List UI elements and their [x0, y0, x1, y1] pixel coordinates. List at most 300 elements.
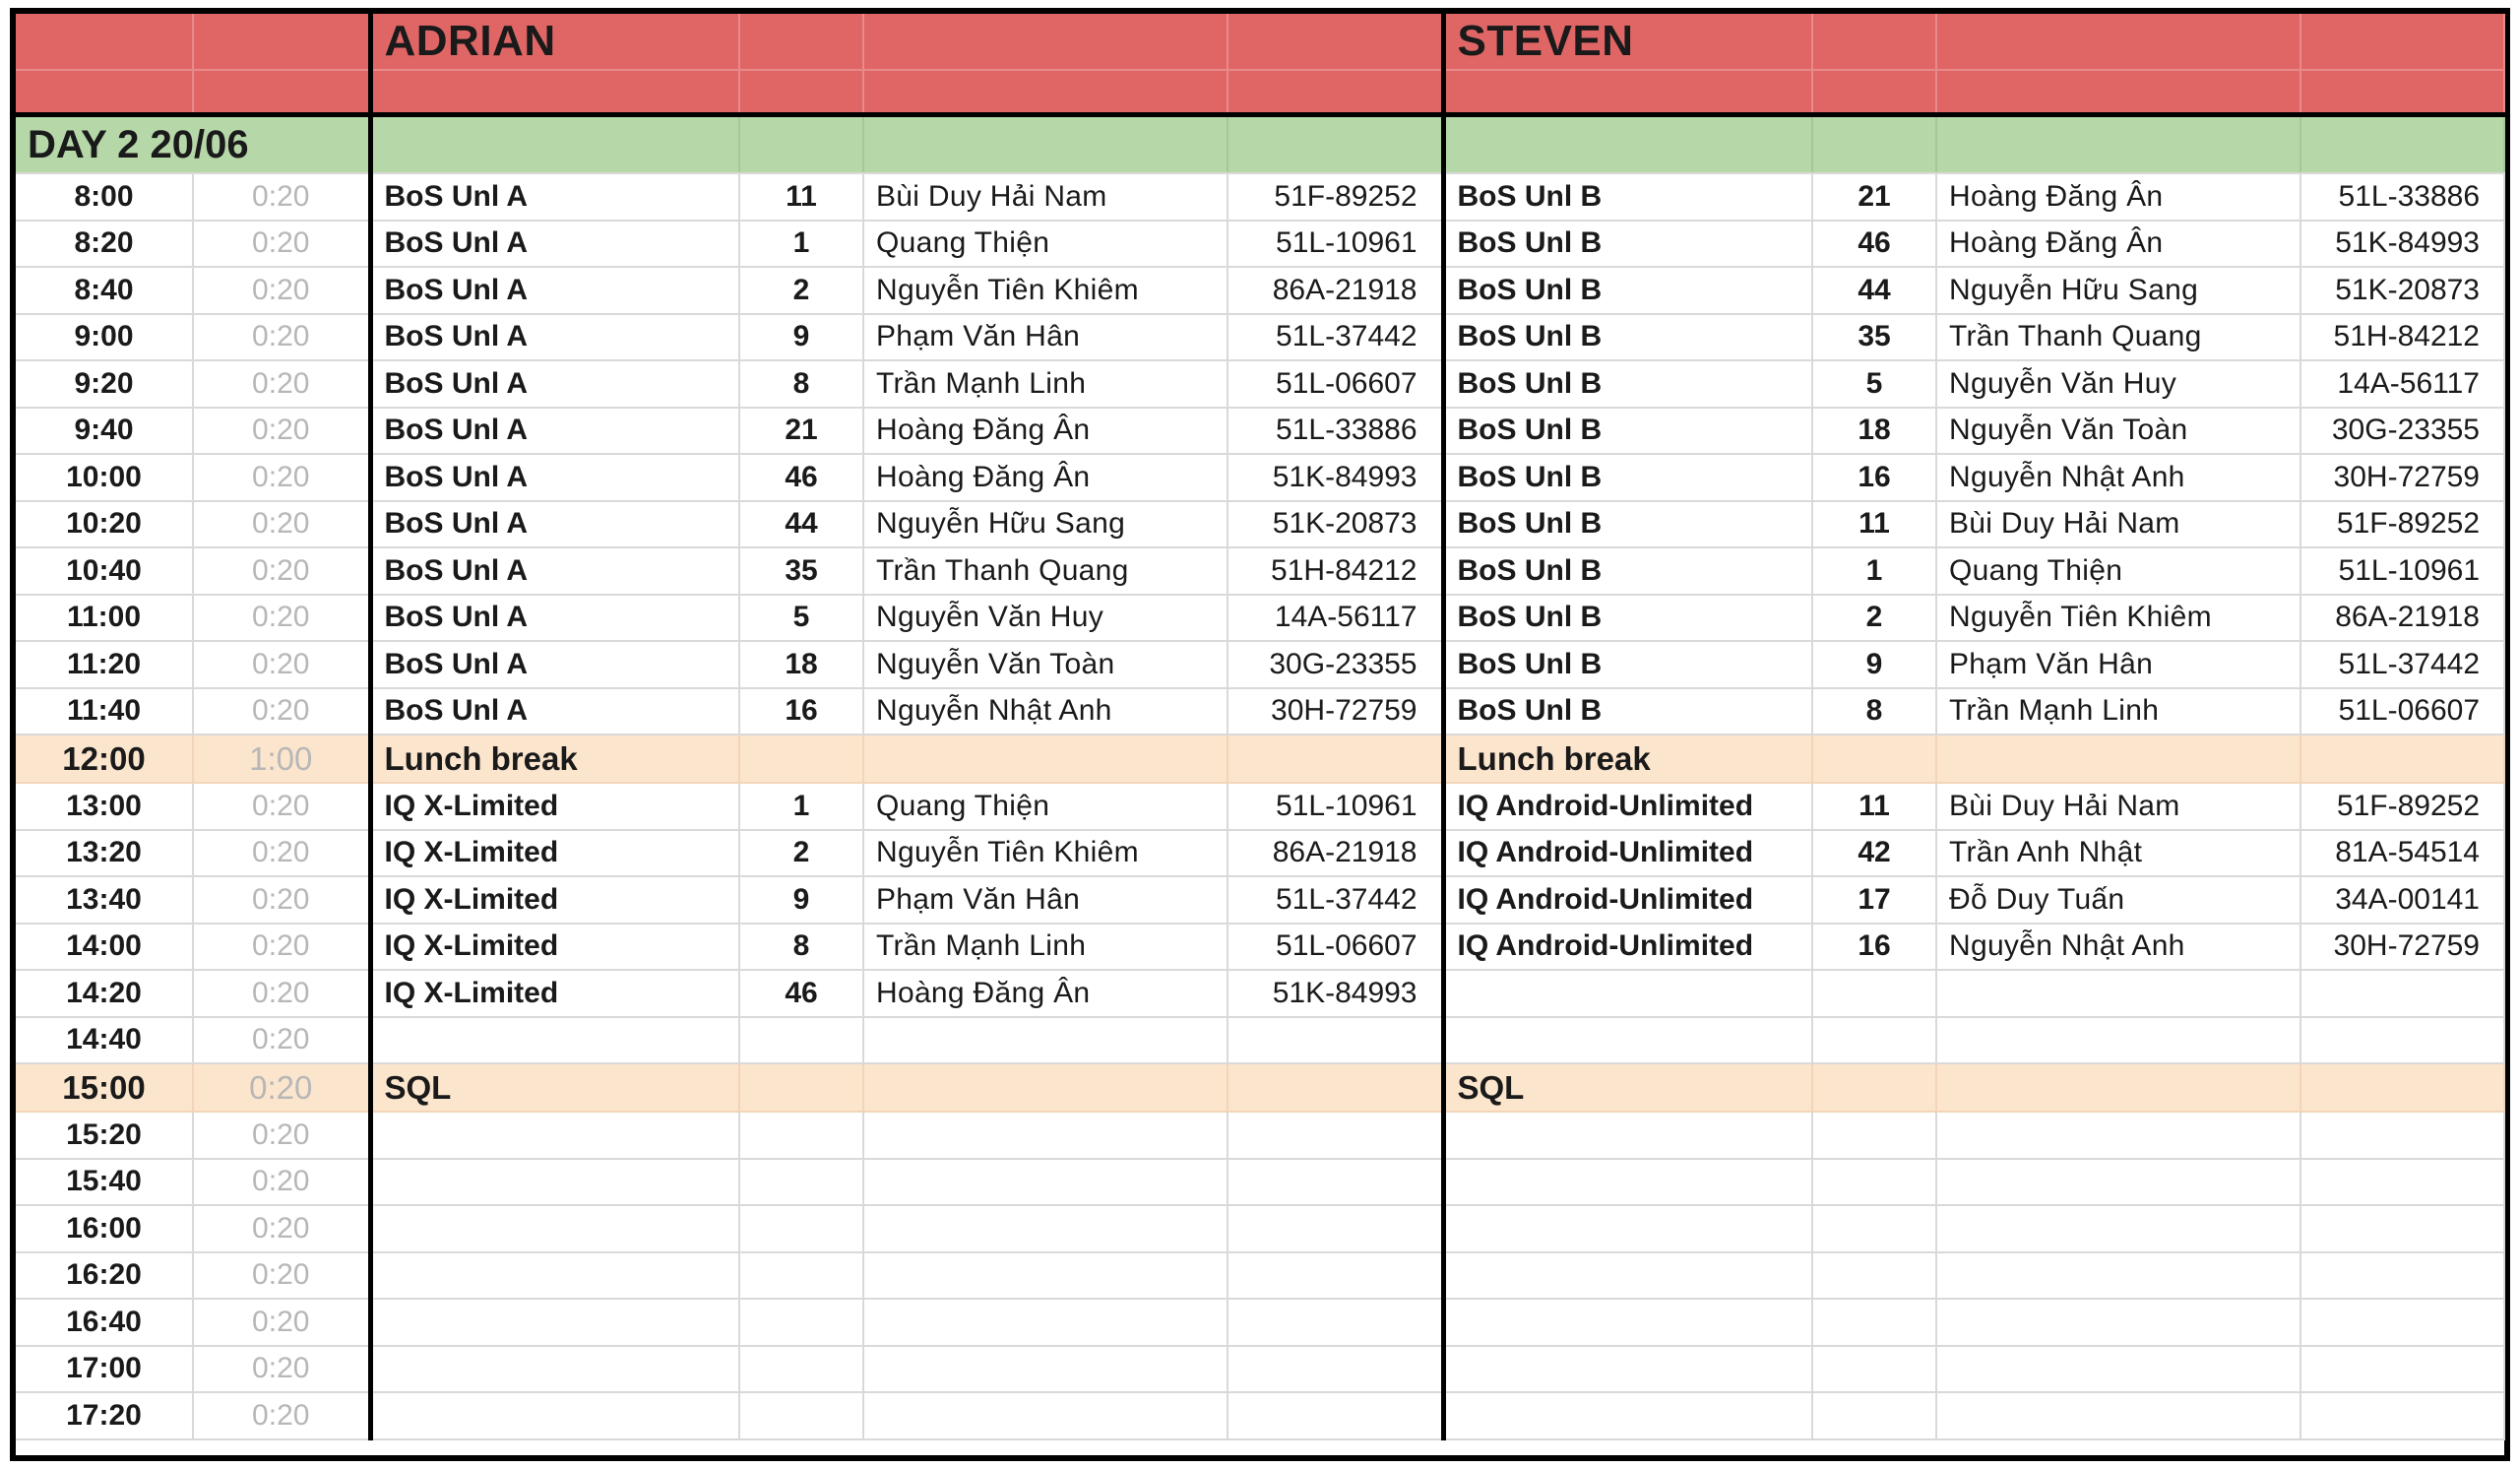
duration-cell[interactable]: 0:20: [193, 688, 370, 735]
adrian-team-number[interactable]: 2: [739, 267, 863, 314]
steven-participant-name[interactable]: Hoàng Đăng Ân: [1936, 221, 2300, 268]
adrian-plate-code[interactable]: 51K-20873: [1228, 501, 1443, 548]
adrian-participant-name[interactable]: [863, 1017, 1228, 1064]
adrian-team-number[interactable]: 9: [739, 876, 863, 924]
steven-plate-code[interactable]: 81A-54514: [2300, 830, 2504, 877]
steven-participant-name[interactable]: Hoàng Đăng Ân: [1936, 173, 2300, 221]
steven-session-label[interactable]: BoS Unl B: [1443, 501, 1812, 548]
adrian-participant-name[interactable]: Quang Thiện: [863, 221, 1228, 268]
adrian-plate-code[interactable]: 14A-56117: [1228, 595, 1443, 642]
adrian-participant-name[interactable]: Nguyễn Nhật Anh: [863, 688, 1228, 735]
adrian-session-label[interactable]: BoS Unl A: [370, 173, 739, 221]
duration-cell[interactable]: 0:20: [193, 595, 370, 642]
adrian-participant-name[interactable]: Hoàng Đăng Ân: [863, 970, 1228, 1017]
adrian-participant-name[interactable]: [863, 1252, 1228, 1300]
steven-session-label[interactable]: [1443, 1159, 1812, 1206]
steven-team-number[interactable]: [1812, 1112, 1936, 1159]
steven-team-number[interactable]: [1812, 734, 1936, 783]
adrian-participant-name[interactable]: Bùi Duy Hải Nam: [863, 173, 1228, 221]
steven-participant-name[interactable]: Đỗ Duy Tuấn: [1936, 876, 2300, 924]
duration-cell[interactable]: 0:20: [193, 830, 370, 877]
day-cell[interactable]: [2300, 115, 2504, 174]
header-cell[interactable]: [863, 70, 1228, 115]
adrian-participant-name[interactable]: [863, 1392, 1228, 1439]
adrian-participant-name[interactable]: Nguyễn Hữu Sang: [863, 501, 1228, 548]
adrian-participant-name[interactable]: [863, 1346, 1228, 1393]
duration-cell[interactable]: 0:20: [193, 454, 370, 501]
adrian-participant-name[interactable]: [863, 1159, 1228, 1206]
adrian-session-label[interactable]: [370, 1346, 739, 1393]
steven-participant-name[interactable]: Nguyễn Văn Toàn: [1936, 408, 2300, 455]
adrian-plate-code[interactable]: 51L-10961: [1228, 221, 1443, 268]
steven-session-label[interactable]: IQ Android-Unlimited: [1443, 783, 1812, 830]
time-cell[interactable]: 9:20: [16, 360, 193, 408]
adrian-session-label[interactable]: BoS Unl A: [370, 688, 739, 735]
steven-participant-name[interactable]: [1936, 1063, 2300, 1112]
adrian-participant-name[interactable]: [863, 1063, 1228, 1112]
steven-plate-code[interactable]: [2300, 1392, 2504, 1439]
steven-participant-name[interactable]: [1936, 1205, 2300, 1252]
steven-session-label[interactable]: [1443, 1392, 1812, 1439]
steven-session-label[interactable]: [1443, 1112, 1812, 1159]
day-cell[interactable]: [1812, 115, 1936, 174]
adrian-plate-code[interactable]: [1228, 1299, 1443, 1346]
steven-team-number[interactable]: [1812, 1252, 1936, 1300]
steven-plate-code[interactable]: [2300, 1112, 2504, 1159]
duration-cell[interactable]: 0:20: [193, 1252, 370, 1300]
steven-participant-name[interactable]: [1936, 1017, 2300, 1064]
steven-session-label[interactable]: BoS Unl B: [1443, 221, 1812, 268]
adrian-participant-name[interactable]: Quang Thiện: [863, 783, 1228, 830]
steven-participant-name[interactable]: [1936, 1159, 2300, 1206]
duration-cell[interactable]: 0:20: [193, 1205, 370, 1252]
adrian-team-number[interactable]: [739, 1252, 863, 1300]
adrian-session-label[interactable]: BoS Unl A: [370, 454, 739, 501]
time-cell[interactable]: 8:00: [16, 173, 193, 221]
adrian-team-number[interactable]: [739, 734, 863, 783]
time-cell[interactable]: 14:40: [16, 1017, 193, 1064]
adrian-session-label[interactable]: BoS Unl A: [370, 360, 739, 408]
time-cell[interactable]: 14:00: [16, 924, 193, 971]
steven-participant-name[interactable]: Trần Thanh Quang: [1936, 314, 2300, 361]
steven-plate-code[interactable]: 51K-84993: [2300, 221, 2504, 268]
header-cell[interactable]: [1936, 70, 2300, 115]
adrian-plate-code[interactable]: 51L-06607: [1228, 360, 1443, 408]
steven-plate-code[interactable]: 30H-72759: [2300, 454, 2504, 501]
steven-session-label[interactable]: BoS Unl B: [1443, 641, 1812, 688]
duration-cell[interactable]: 0:20: [193, 173, 370, 221]
steven-participant-name[interactable]: Bùi Duy Hải Nam: [1936, 501, 2300, 548]
adrian-team-number[interactable]: [739, 1392, 863, 1439]
adrian-session-label[interactable]: IQ X-Limited: [370, 970, 739, 1017]
duration-cell[interactable]: 0:20: [193, 408, 370, 455]
adrian-plate-code[interactable]: 51F-89252: [1228, 173, 1443, 221]
header-cell[interactable]: [739, 70, 863, 115]
adrian-team-number[interactable]: [739, 1063, 863, 1112]
duration-cell[interactable]: 0:20: [193, 1392, 370, 1439]
adrian-plate-code[interactable]: [1228, 1063, 1443, 1112]
adrian-team-number[interactable]: [739, 1112, 863, 1159]
time-cell[interactable]: 12:00: [16, 734, 193, 783]
adrian-plate-code[interactable]: 51K-84993: [1228, 454, 1443, 501]
adrian-session-label[interactable]: SQL: [370, 1063, 739, 1112]
adrian-team-number[interactable]: 16: [739, 688, 863, 735]
steven-team-number[interactable]: 11: [1812, 783, 1936, 830]
duration-cell[interactable]: 0:20: [193, 221, 370, 268]
steven-session-label[interactable]: [1443, 970, 1812, 1017]
duration-cell[interactable]: 1:00: [193, 734, 370, 783]
header-cell[interactable]: [193, 70, 370, 115]
steven-session-label[interactable]: BoS Unl B: [1443, 173, 1812, 221]
duration-cell[interactable]: 0:20: [193, 1299, 370, 1346]
adrian-session-label[interactable]: [370, 1252, 739, 1300]
adrian-session-label[interactable]: BoS Unl A: [370, 221, 739, 268]
duration-cell[interactable]: 0:20: [193, 1017, 370, 1064]
adrian-participant-name[interactable]: [863, 1112, 1228, 1159]
steven-session-label[interactable]: [1443, 1017, 1812, 1064]
steven-session-label[interactable]: [1443, 1252, 1812, 1300]
steven-team-number[interactable]: [1812, 1017, 1936, 1064]
time-cell[interactable]: 14:20: [16, 970, 193, 1017]
steven-session-label[interactable]: IQ Android-Unlimited: [1443, 830, 1812, 877]
adrian-plate-code[interactable]: [1228, 1159, 1443, 1206]
time-cell[interactable]: 15:20: [16, 1112, 193, 1159]
time-cell[interactable]: 16:20: [16, 1252, 193, 1300]
time-cell[interactable]: 10:40: [16, 547, 193, 595]
header-cell[interactable]: [370, 70, 739, 115]
steven-team-number[interactable]: 16: [1812, 454, 1936, 501]
steven-plate-code[interactable]: [2300, 1017, 2504, 1064]
steven-plate-code[interactable]: 34A-00141: [2300, 876, 2504, 924]
time-cell[interactable]: 11:00: [16, 595, 193, 642]
adrian-team-number[interactable]: 1: [739, 783, 863, 830]
day-cell[interactable]: [1936, 115, 2300, 174]
adrian-plate-code[interactable]: [1228, 1252, 1443, 1300]
steven-participant-name[interactable]: Nguyễn Tiên Khiêm: [1936, 595, 2300, 642]
adrian-team-number[interactable]: 8: [739, 360, 863, 408]
adrian-session-label[interactable]: [370, 1205, 739, 1252]
adrian-plate-code[interactable]: 51L-33886: [1228, 408, 1443, 455]
adrian-team-number[interactable]: 44: [739, 501, 863, 548]
steven-plate-code[interactable]: [2300, 970, 2504, 1017]
header-cell[interactable]: [1812, 70, 1936, 115]
steven-participant-name[interactable]: [1936, 734, 2300, 783]
steven-plate-code[interactable]: [2300, 734, 2504, 783]
adrian-plate-code[interactable]: 51L-06607: [1228, 924, 1443, 971]
adrian-team-number[interactable]: 21: [739, 408, 863, 455]
header-cell[interactable]: [1812, 14, 1936, 70]
header-cell[interactable]: [739, 14, 863, 70]
steven-team-number[interactable]: [1812, 970, 1936, 1017]
adrian-session-label[interactable]: IQ X-Limited: [370, 876, 739, 924]
steven-team-number[interactable]: [1812, 1205, 1936, 1252]
steven-plate-code[interactable]: 51F-89252: [2300, 501, 2504, 548]
adrian-team-number[interactable]: [739, 1299, 863, 1346]
time-cell[interactable]: 8:40: [16, 267, 193, 314]
header-cell[interactable]: [16, 70, 193, 115]
time-cell[interactable]: 11:40: [16, 688, 193, 735]
steven-plate-code[interactable]: 51L-33886: [2300, 173, 2504, 221]
adrian-team-number[interactable]: [739, 1346, 863, 1393]
steven-team-number[interactable]: 1: [1812, 547, 1936, 595]
steven-plate-code[interactable]: [2300, 1299, 2504, 1346]
steven-session-label[interactable]: BoS Unl B: [1443, 595, 1812, 642]
header-cell[interactable]: [16, 14, 193, 70]
steven-team-number[interactable]: [1812, 1392, 1936, 1439]
steven-team-number[interactable]: [1812, 1159, 1936, 1206]
duration-cell[interactable]: 0:20: [193, 924, 370, 971]
time-cell[interactable]: 13:40: [16, 876, 193, 924]
steven-plate-code[interactable]: 51F-89252: [2300, 783, 2504, 830]
steven-team-number[interactable]: 18: [1812, 408, 1936, 455]
adrian-session-label[interactable]: BoS Unl A: [370, 267, 739, 314]
adrian-team-number[interactable]: 1: [739, 221, 863, 268]
duration-cell[interactable]: 0:20: [193, 783, 370, 830]
adrian-participant-name[interactable]: Nguyễn Văn Toàn: [863, 641, 1228, 688]
adrian-team-number[interactable]: 18: [739, 641, 863, 688]
steven-participant-name[interactable]: Phạm Văn Hân: [1936, 641, 2300, 688]
steven-session-label[interactable]: [1443, 1205, 1812, 1252]
adrian-participant-name[interactable]: Trần Thanh Quang: [863, 547, 1228, 595]
time-cell[interactable]: 9:40: [16, 408, 193, 455]
steven-participant-name[interactable]: [1936, 1346, 2300, 1393]
time-cell[interactable]: 15:00: [16, 1063, 193, 1112]
steven-session-label[interactable]: BoS Unl B: [1443, 314, 1812, 361]
steven-session-label[interactable]: IQ Android-Unlimited: [1443, 924, 1812, 971]
adrian-session-label[interactable]: [370, 1392, 739, 1439]
header-cell[interactable]: [2300, 70, 2504, 115]
time-cell[interactable]: 8:20: [16, 221, 193, 268]
steven-team-number[interactable]: 35: [1812, 314, 1936, 361]
day-cell[interactable]: [863, 115, 1228, 174]
steven-session-label[interactable]: [1443, 1346, 1812, 1393]
steven-participant-name[interactable]: Trần Mạnh Linh: [1936, 688, 2300, 735]
header-cell[interactable]: [2300, 14, 2504, 70]
adrian-team-number[interactable]: 2: [739, 830, 863, 877]
steven-participant-name[interactable]: Quang Thiện: [1936, 547, 2300, 595]
time-cell[interactable]: 13:00: [16, 783, 193, 830]
steven-team-number[interactable]: 8: [1812, 688, 1936, 735]
header-cell[interactable]: [1936, 14, 2300, 70]
adrian-plate-code[interactable]: [1228, 1346, 1443, 1393]
adrian-plate-code[interactable]: 51L-10961: [1228, 783, 1443, 830]
adrian-session-label[interactable]: IQ X-Limited: [370, 924, 739, 971]
duration-cell[interactable]: 0:20: [193, 1346, 370, 1393]
adrian-session-label[interactable]: [370, 1159, 739, 1206]
steven-participant-name[interactable]: [1936, 1252, 2300, 1300]
day-label[interactable]: DAY 2 20/06: [16, 115, 370, 174]
adrian-plate-code[interactable]: [1228, 1017, 1443, 1064]
schedule-row: [16, 830, 2504, 877]
steven-team-number[interactable]: [1812, 1299, 1936, 1346]
adrian-session-label[interactable]: Lunch break: [370, 734, 739, 783]
duration-cell[interactable]: 0:20: [193, 1159, 370, 1206]
steven-plate-code[interactable]: [2300, 1346, 2504, 1393]
adrian-plate-code[interactable]: [1228, 1112, 1443, 1159]
adrian-team-number[interactable]: 46: [739, 454, 863, 501]
steven-session-label[interactable]: Lunch break: [1443, 734, 1812, 783]
steven-plate-code[interactable]: [2300, 1159, 2504, 1206]
steven-plate-code[interactable]: 30H-72759: [2300, 924, 2504, 971]
duration-cell[interactable]: 0:20: [193, 641, 370, 688]
adrian-team-number[interactable]: 5: [739, 595, 863, 642]
adrian-plate-code[interactable]: [1228, 1392, 1443, 1439]
steven-team-number[interactable]: 21: [1812, 173, 1936, 221]
presenter-name-adrian[interactable]: ADRIAN: [370, 14, 739, 70]
steven-plate-code[interactable]: 30G-23355: [2300, 408, 2504, 455]
adrian-session-label[interactable]: BoS Unl A: [370, 595, 739, 642]
header-cell[interactable]: [193, 14, 370, 70]
steven-session-label[interactable]: BoS Unl B: [1443, 688, 1812, 735]
adrian-participant-name[interactable]: Phạm Văn Hân: [863, 314, 1228, 361]
duration-cell[interactable]: 0:20: [193, 360, 370, 408]
steven-session-label[interactable]: SQL: [1443, 1063, 1812, 1112]
steven-participant-name[interactable]: [1936, 1112, 2300, 1159]
adrian-session-label[interactable]: [370, 1299, 739, 1346]
steven-plate-code[interactable]: 51L-06607: [2300, 688, 2504, 735]
adrian-team-number[interactable]: [739, 1205, 863, 1252]
adrian-plate-code[interactable]: 86A-21918: [1228, 267, 1443, 314]
day-cell[interactable]: [1228, 115, 1443, 174]
steven-session-label[interactable]: BoS Unl B: [1443, 360, 1812, 408]
adrian-team-number[interactable]: [739, 1017, 863, 1064]
duration-cell[interactable]: 0:20: [193, 314, 370, 361]
adrian-session-label[interactable]: BoS Unl A: [370, 314, 739, 361]
steven-participant-name[interactable]: Nguyễn Nhật Anh: [1936, 454, 2300, 501]
header-cell[interactable]: [1228, 14, 1443, 70]
steven-plate-code[interactable]: [2300, 1252, 2504, 1300]
header-cell[interactable]: [863, 14, 1228, 70]
time-cell[interactable]: 11:20: [16, 641, 193, 688]
steven-participant-name[interactable]: Nguyễn Văn Huy: [1936, 360, 2300, 408]
adrian-session-label[interactable]: [370, 1112, 739, 1159]
duration-cell[interactable]: 0:20: [193, 1112, 370, 1159]
steven-plate-code[interactable]: 86A-21918: [2300, 595, 2504, 642]
steven-participant-name[interactable]: Nguyễn Nhật Anh: [1936, 924, 2300, 971]
steven-team-number[interactable]: 11: [1812, 501, 1936, 548]
steven-team-number[interactable]: 42: [1812, 830, 1936, 877]
adrian-team-number[interactable]: 46: [739, 970, 863, 1017]
adrian-participant-name[interactable]: Nguyễn Tiên Khiêm: [863, 830, 1228, 877]
steven-team-number[interactable]: [1812, 1063, 1936, 1112]
adrian-session-label[interactable]: BoS Unl A: [370, 547, 739, 595]
adrian-participant-name[interactable]: Phạm Văn Hân: [863, 876, 1228, 924]
steven-participant-name[interactable]: Bùi Duy Hải Nam: [1936, 783, 2300, 830]
duration-cell[interactable]: 0:20: [193, 970, 370, 1017]
adrian-session-label[interactable]: BoS Unl A: [370, 501, 739, 548]
steven-plate-code[interactable]: 51K-20873: [2300, 267, 2504, 314]
duration-cell[interactable]: 0:20: [193, 501, 370, 548]
adrian-session-label[interactable]: IQ X-Limited: [370, 783, 739, 830]
steven-team-number[interactable]: 16: [1812, 924, 1936, 971]
adrian-participant-name[interactable]: [863, 1205, 1228, 1252]
adrian-team-number[interactable]: 35: [739, 547, 863, 595]
adrian-team-number[interactable]: 8: [739, 924, 863, 971]
adrian-plate-code[interactable]: 51K-84993: [1228, 970, 1443, 1017]
adrian-participant-name[interactable]: [863, 734, 1228, 783]
header-cell[interactable]: [1228, 70, 1443, 115]
duration-cell[interactable]: 0:20: [193, 547, 370, 595]
steven-plate-code[interactable]: 14A-56117: [2300, 360, 2504, 408]
steven-session-label[interactable]: BoS Unl B: [1443, 408, 1812, 455]
steven-team-number[interactable]: 17: [1812, 876, 1936, 924]
steven-plate-code[interactable]: 51L-10961: [2300, 547, 2504, 595]
time-cell[interactable]: 17:00: [16, 1346, 193, 1393]
adrian-plate-code[interactable]: 30H-72759: [1228, 688, 1443, 735]
adrian-team-number[interactable]: [739, 1159, 863, 1206]
steven-session-label[interactable]: BoS Unl B: [1443, 454, 1812, 501]
adrian-participant-name[interactable]: [863, 1299, 1228, 1346]
time-cell[interactable]: 16:00: [16, 1205, 193, 1252]
header-cell[interactable]: [1443, 70, 1812, 115]
adrian-session-label[interactable]: [370, 1017, 739, 1064]
steven-participant-name[interactable]: Trần Anh Nhật: [1936, 830, 2300, 877]
steven-team-number[interactable]: 2: [1812, 595, 1936, 642]
time-cell[interactable]: 16:40: [16, 1299, 193, 1346]
day-cell[interactable]: [1443, 115, 1812, 174]
day-cell[interactable]: [739, 115, 863, 174]
steven-session-label[interactable]: BoS Unl B: [1443, 547, 1812, 595]
adrian-session-label[interactable]: BoS Unl A: [370, 641, 739, 688]
duration-cell[interactable]: 0:20: [193, 267, 370, 314]
adrian-plate-code[interactable]: 51L-37442: [1228, 314, 1443, 361]
steven-participant-name[interactable]: [1936, 970, 2300, 1017]
steven-team-number[interactable]: 44: [1812, 267, 1936, 314]
adrian-team-number[interactable]: 9: [739, 314, 863, 361]
adrian-participant-name[interactable]: Hoàng Đăng Ân: [863, 408, 1228, 455]
steven-plate-code[interactable]: [2300, 1063, 2504, 1112]
steven-session-label[interactable]: [1443, 1299, 1812, 1346]
adrian-participant-name[interactable]: Hoàng Đăng Ân: [863, 454, 1228, 501]
adrian-session-label[interactable]: BoS Unl A: [370, 408, 739, 455]
steven-session-label[interactable]: BoS Unl B: [1443, 267, 1812, 314]
day-cell[interactable]: [370, 115, 739, 174]
time-cell[interactable]: 9:00: [16, 314, 193, 361]
time-cell[interactable]: 10:20: [16, 501, 193, 548]
steven-team-number[interactable]: 5: [1812, 360, 1936, 408]
steven-plate-code[interactable]: [2300, 1205, 2504, 1252]
adrian-participant-name[interactable]: Trần Mạnh Linh: [863, 360, 1228, 408]
presenter-name-steven[interactable]: STEVEN: [1443, 14, 1812, 70]
steven-team-number[interactable]: 46: [1812, 221, 1936, 268]
adrian-participant-name[interactable]: Trần Mạnh Linh: [863, 924, 1228, 971]
steven-participant-name[interactable]: [1936, 1299, 2300, 1346]
steven-participant-name[interactable]: Nguyễn Hữu Sang: [1936, 267, 2300, 314]
duration-cell[interactable]: 0:20: [193, 876, 370, 924]
steven-team-number[interactable]: [1812, 1346, 1936, 1393]
steven-team-number[interactable]: 9: [1812, 641, 1936, 688]
adrian-participant-name[interactable]: Nguyễn Tiên Khiêm: [863, 267, 1228, 314]
time-cell[interactable]: 10:00: [16, 454, 193, 501]
time-cell[interactable]: 17:20: [16, 1392, 193, 1439]
steven-participant-name[interactable]: [1936, 1392, 2300, 1439]
duration-cell[interactable]: 0:20: [193, 1063, 370, 1112]
steven-plate-code[interactable]: 51H-84212: [2300, 314, 2504, 361]
adrian-plate-code[interactable]: 86A-21918: [1228, 830, 1443, 877]
adrian-plate-code[interactable]: [1228, 734, 1443, 783]
adrian-plate-code[interactable]: 30G-23355: [1228, 641, 1443, 688]
adrian-plate-code[interactable]: 51H-84212: [1228, 547, 1443, 595]
steven-session-label[interactable]: IQ Android-Unlimited: [1443, 876, 1812, 924]
time-cell[interactable]: 13:20: [16, 830, 193, 877]
adrian-participant-name[interactable]: Nguyễn Văn Huy: [863, 595, 1228, 642]
adrian-team-number[interactable]: 11: [739, 173, 863, 221]
steven-plate-code[interactable]: 51L-37442: [2300, 641, 2504, 688]
adrian-plate-code[interactable]: [1228, 1205, 1443, 1252]
adrian-session-label[interactable]: IQ X-Limited: [370, 830, 739, 877]
time-cell[interactable]: 15:40: [16, 1159, 193, 1206]
adrian-plate-code[interactable]: 51L-37442: [1228, 876, 1443, 924]
